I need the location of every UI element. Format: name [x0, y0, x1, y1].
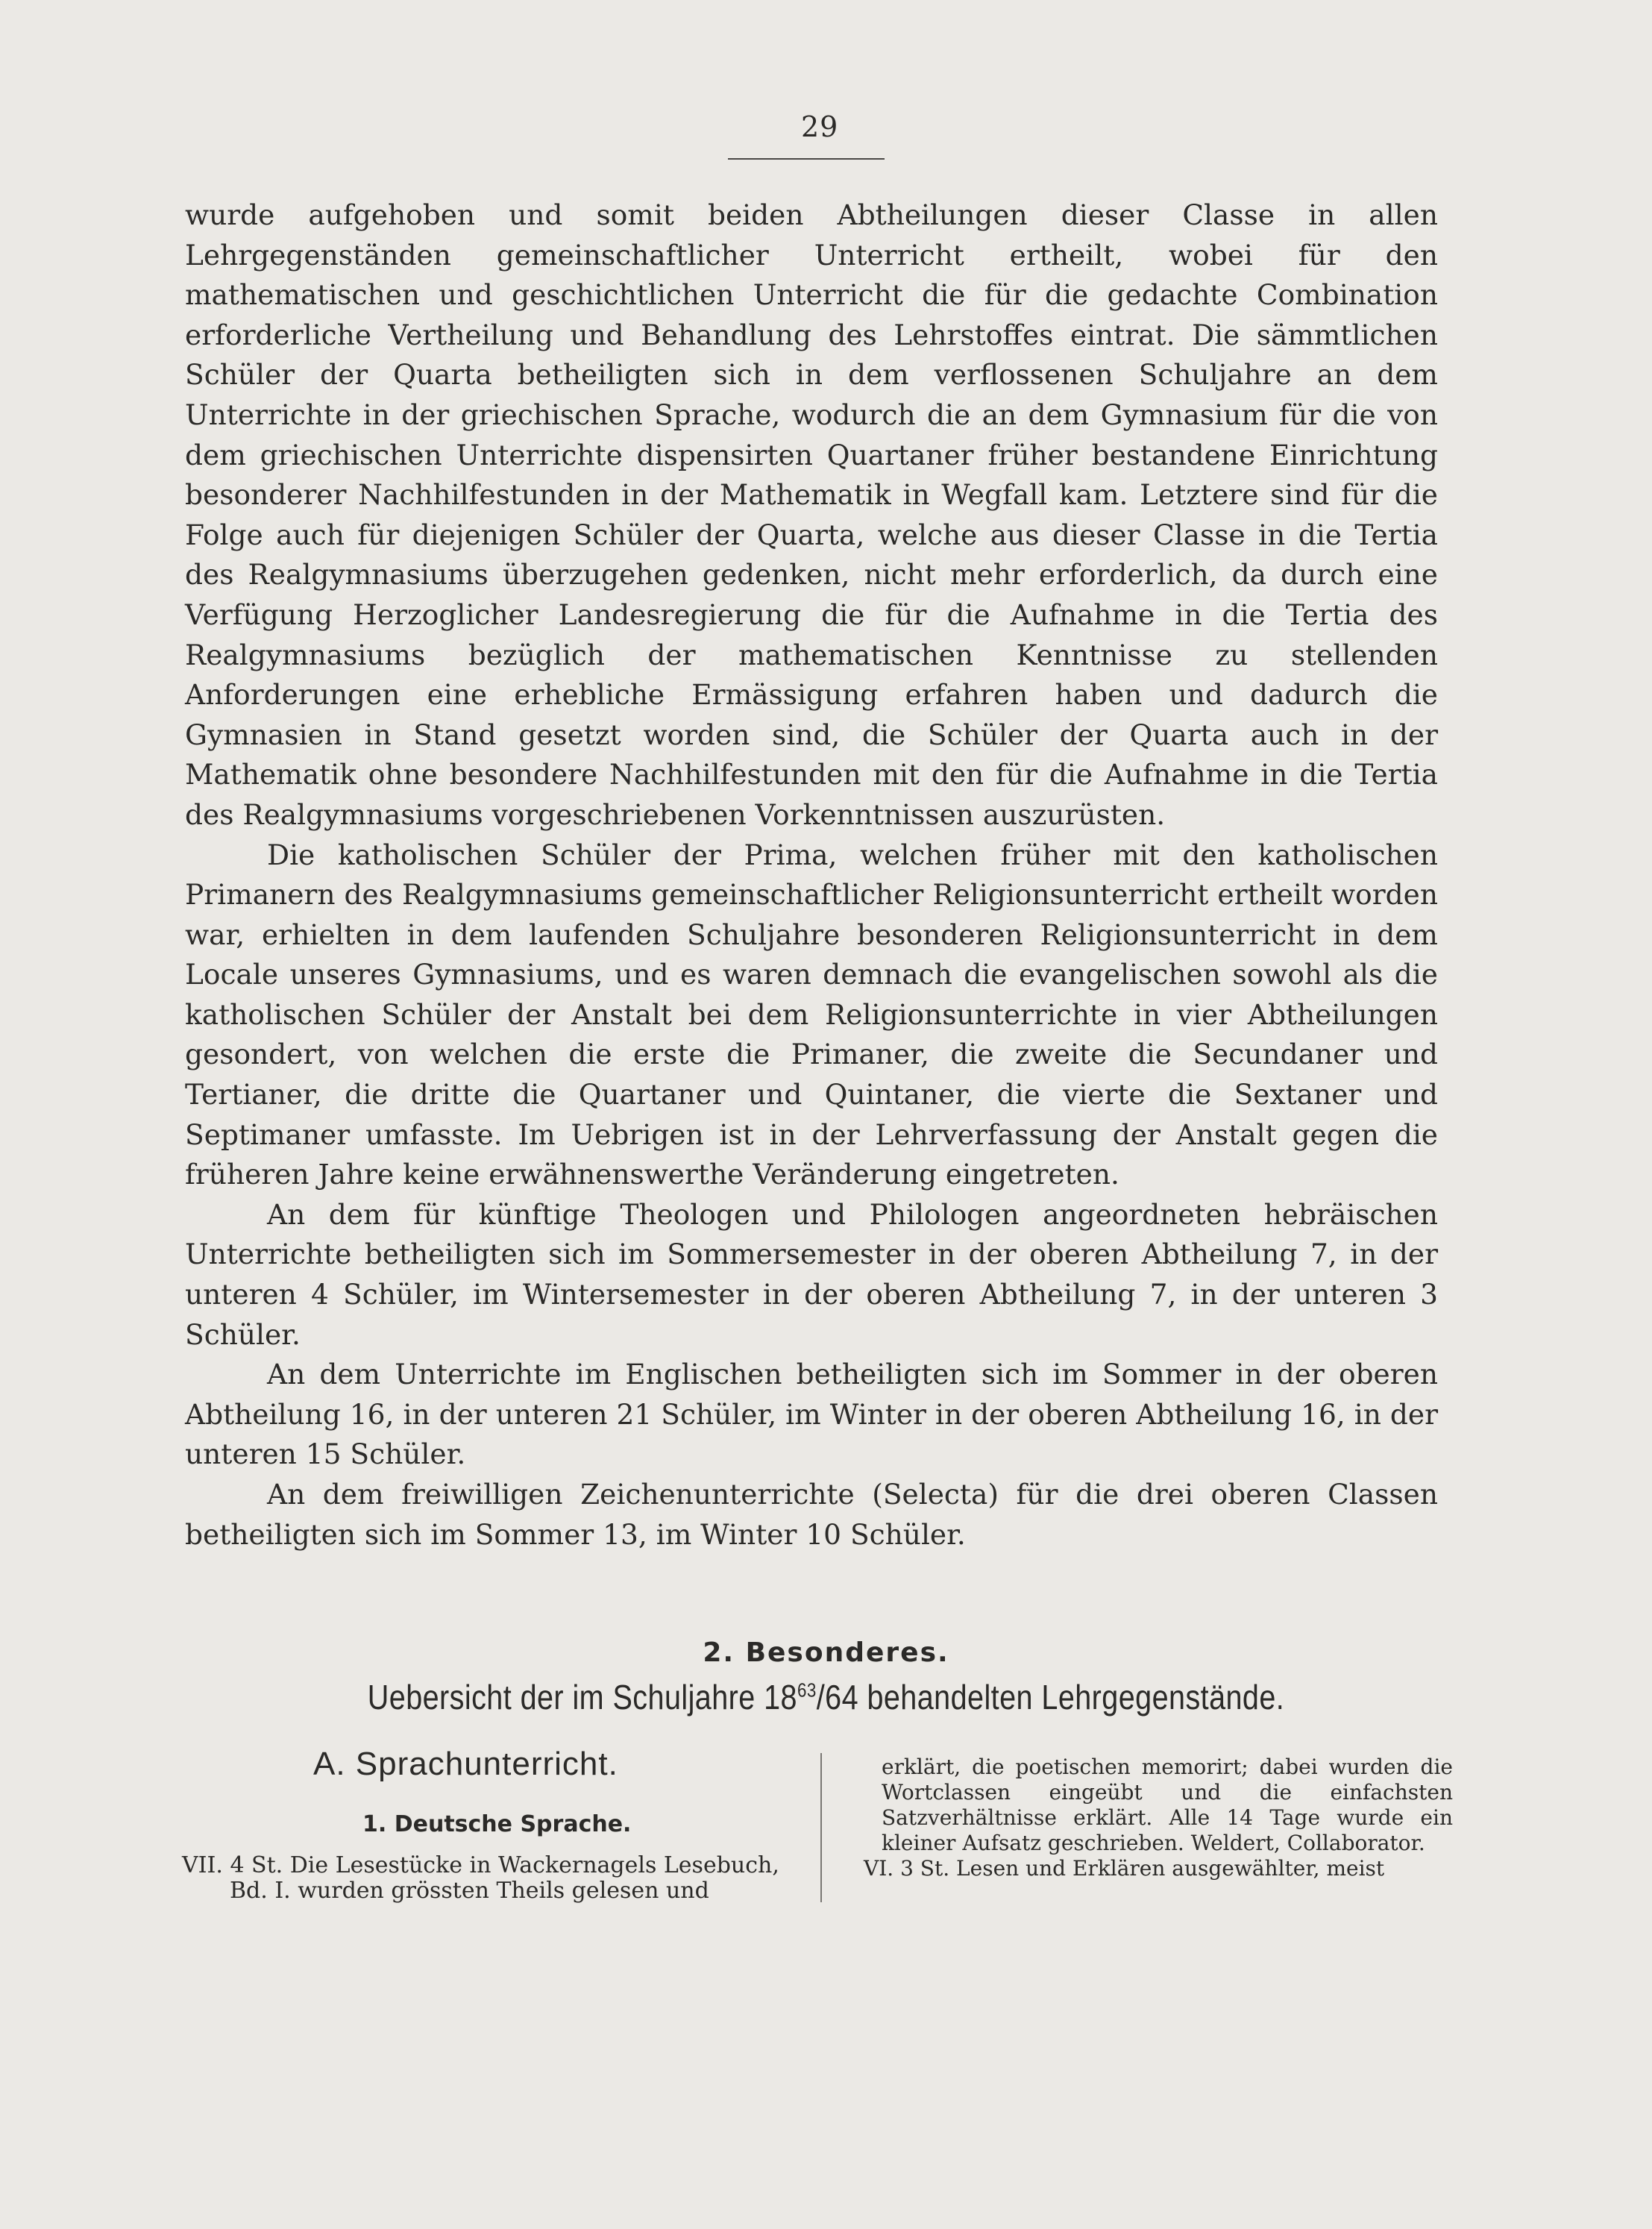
entry-left-column [182, 1853, 801, 1904]
entry-right-column [864, 1755, 1453, 1881]
overview-title-year-sup: 63 [797, 1678, 817, 1702]
section-heading: 2. Besonderes. [703, 1637, 949, 1668]
paragraph-5: An dem freiwilligen Zeichenunterrichte (Selecta) für die drei oberen Classen betheiligten sich im Sommer 13, im Winter 10 Schüler. [185, 1478, 1438, 1551]
body-text [185, 195, 1438, 1555]
entry-vii: VII. 4 St. Die Lesestücke in Wackernagels Lesebuch, Bd. I. wurden grössten Theils gelesen und [182, 1852, 779, 1904]
paragraph-2: Die katholischen Schüler der Prima, welchen früher mit den katholischen Primanern des Realgymnasiums gemeinschaftlicher Religionsunterricht ertheilt worden war, erhielten in dem laufenden Schuljahre besonderen Religionsunterricht in dem Locale unseres Gymnasiums, und es waren demnach die evangelischen sowohl als die katholischen Schüler der Anstalt bei dem Religionsunterrichte in vier Abtheilungen gesondert, von welchen die erste die Primaner, die zweite die Secundaner und Tertianer, die dritte die Quartaner und Quintaner, die vierte die Sextaner und Septimaner umfasste. Im Uebrigen ist in der Lehrverfassung der Anstalt gegen die früheren Jahre keine erwähnenswerthe Veränderung eingetreten. [185, 838, 1438, 1191]
page-number-rule [728, 158, 885, 160]
page-number: 29 [801, 110, 839, 143]
column-divider [820, 1753, 822, 1902]
subheading-deutsche-sprache: 1. Deutsche Sprache. [362, 1811, 632, 1837]
paragraph-4: An dem Unterrichte im Englischen betheiligten sich im Sommer in der oberen Abtheilung 16, in der unteren 21 Schüler, im Winter in der oberen Abtheilung 16, in der unteren 15 Schüler. [185, 1358, 1438, 1471]
overview-title-text-end: /64 behandelten Lehrgegenstände. [816, 1678, 1285, 1717]
overview-title [116, 1677, 1536, 1717]
paragraph-3: An dem für künftige Theologen und Philologen angeordneten hebräischen Unterrichte betheiligten sich im Sommersemester in der oberen Abtheilung 7, in der unteren 4 Schüler, im Wintersemester in der oberen Abtheilung 7, in der unteren 3 Schüler. [185, 1197, 1438, 1351]
entry-vi: VI. 3 St. Lesen und Erklären ausgewählter, meist [864, 1856, 1385, 1881]
paragraph-1: wurde aufgehoben und somit beiden Abtheilungen dieser Classe in allen Lehrgegenständen gemeinschaftlicher Unterricht ertheilt, wobei für den mathematischen und geschichtlichen Unterricht die für die gedachte Combination erforderliche Vertheilung und Behandlung des Lehrstoffes eintrat. Die sämmtlichen Schüler der Quarta betheiligten sich in dem verflossenen Schuljahre an dem Unterrichte in der griechischen Sprache, wodurch die an dem Gymnasium für die von dem griechischen Unterrichte dispensirten Quartaner früher bestandene Einrichtung besonderer Nachhilfestunden in der Mathematik in Wegfall kam. Letztere sind für die Folge auch für diejenigen Schüler der Quarta, welche aus dieser Classe in die Tertia des Realgymnasiums überzugehen gedenken, nicht mehr erforderlich, da durch eine Verfügung Herzoglicher Landesregierung die für die Aufnahme in die Tertia des Realgymnasiums bezüglich der mathematischen Kenntnisse zu stellenden Anforderungen eine erhebliche Ermässigung erfahren haben und dadurch die Gymnasien in Stand gesetzt worden sind, die Schüler der Quarta auch in der Mathematik ohne besondere Nachhilfestunden mit den für die Aufnahme in die Tertia des Realgymnasiums vorgeschriebenen Vorkenntnissen auszurüsten. [185, 198, 1438, 831]
entry-vii-continuation: erklärt, die poetischen memorirt; dabei wurden die Wortclassen eingeübt und die einfachsten Satzverhältnisse erklärt. Alle 14 Tage wurde ein kleiner Aufsatz geschrieben. Weldert, Collaborator. [882, 1755, 1453, 1855]
subheading-sprachunterricht: A. Sprachunterricht. [313, 1746, 618, 1782]
overview-title-text: Uebersicht der im Schuljahre 18 [367, 1678, 798, 1717]
